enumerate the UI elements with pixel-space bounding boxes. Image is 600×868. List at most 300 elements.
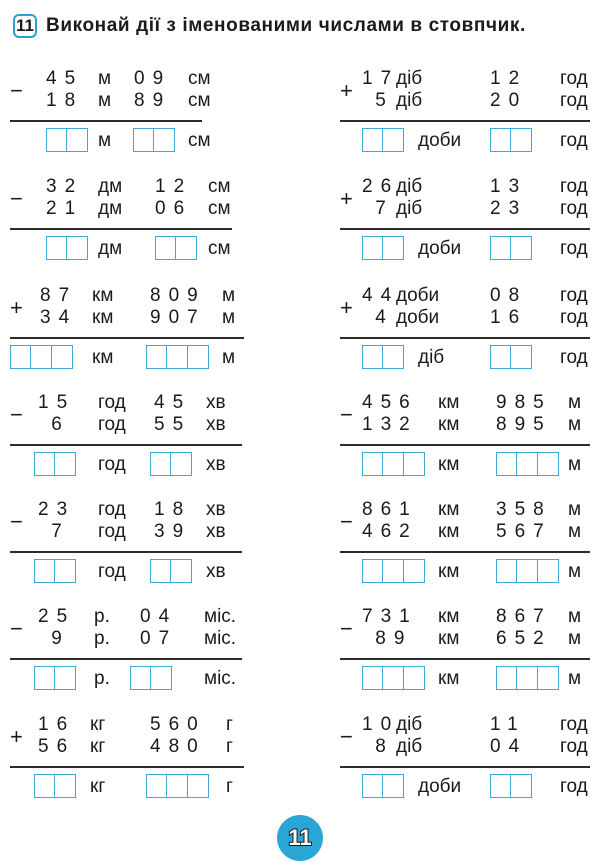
answer-digit-box[interactable] <box>46 236 68 260</box>
problem-10 <box>340 499 600 609</box>
number-value: 867 <box>496 606 552 627</box>
answer-unit-label: хв <box>206 454 226 475</box>
operator-sign: − <box>10 509 23 534</box>
answer-digit-box[interactable] <box>51 345 73 369</box>
number-value: 55 <box>154 414 192 435</box>
operand-row-1 <box>340 392 600 414</box>
number-value: 11 <box>490 714 526 735</box>
answer-boxes <box>362 666 423 690</box>
answer-unit-label: дм <box>98 238 123 259</box>
answer-boxes <box>133 128 174 152</box>
answer-unit-label: км <box>438 454 460 475</box>
answer-digit-box[interactable] <box>170 452 192 476</box>
answer-digit-box[interactable] <box>362 236 384 260</box>
number-value: 12 <box>155 176 193 197</box>
number-value: 56 <box>38 736 76 757</box>
answer-unit-label: год <box>560 347 588 368</box>
answer-digit-box[interactable] <box>54 452 76 476</box>
answer-boxes <box>34 452 75 476</box>
answer-unit-label: хв <box>206 561 226 582</box>
number-value: 456 <box>362 392 418 413</box>
answer-digit-box[interactable] <box>496 452 518 476</box>
answer-digit-box[interactable] <box>403 666 425 690</box>
result-line <box>340 120 590 122</box>
unit-label: м <box>568 499 582 520</box>
unit-label: см <box>188 90 211 111</box>
number-value: 23 <box>38 499 76 520</box>
answer-digit-box[interactable] <box>362 666 384 690</box>
operand-row-1 <box>340 176 600 198</box>
number-value: 32 <box>46 176 84 197</box>
operator-sign: + <box>10 295 23 320</box>
answer-row <box>340 559 600 585</box>
answer-boxes <box>490 345 531 369</box>
unit-label: год <box>560 176 588 197</box>
answer-digit-box[interactable] <box>516 666 538 690</box>
operator-sign: + <box>340 78 353 103</box>
operand-row-2 <box>10 736 300 758</box>
problem-6 <box>340 285 600 395</box>
unit-label: м <box>568 414 582 435</box>
operand-row-1 <box>10 176 300 198</box>
answer-row <box>340 452 600 478</box>
unit-label: км <box>438 414 460 435</box>
answer-row <box>340 236 600 262</box>
operand-row-1 <box>340 68 600 90</box>
operator-sign: − <box>10 78 23 103</box>
operand-row-1 <box>10 392 300 414</box>
answer-unit-label: доби <box>418 776 462 797</box>
answer-unit-label: км <box>438 561 460 582</box>
answer-boxes <box>362 236 403 260</box>
operator-sign: + <box>10 724 23 749</box>
answer-row <box>340 345 600 371</box>
number-value: 34 <box>40 307 78 328</box>
result-line <box>340 228 590 230</box>
answer-digit-box[interactable] <box>490 128 512 152</box>
number-value: 462 <box>362 521 418 542</box>
number-value: 08 <box>490 285 528 306</box>
page-number: 11 <box>288 825 312 850</box>
answer-digit-box[interactable] <box>490 774 512 798</box>
operator-sign: − <box>10 402 23 427</box>
answer-digit-box[interactable] <box>150 666 172 690</box>
answer-unit-label: м <box>568 454 582 475</box>
problem-8 <box>340 392 600 502</box>
answer-row <box>10 452 300 478</box>
answer-digit-box[interactable] <box>362 345 384 369</box>
unit-label: м <box>568 606 582 627</box>
answer-digit-box[interactable] <box>510 345 532 369</box>
result-line <box>340 766 590 768</box>
answer-digit-box[interactable] <box>54 559 76 583</box>
problem-9 <box>10 499 310 609</box>
unit-label: км <box>438 499 460 520</box>
task-number-badge: 11 <box>13 14 37 38</box>
answer-unit-label: см <box>188 130 211 151</box>
number-value: 17 <box>362 68 400 89</box>
number-value: 09 <box>134 68 172 89</box>
unit-label: діб <box>396 198 423 219</box>
operand-row-2 <box>10 521 300 543</box>
answer-digit-box[interactable] <box>34 666 56 690</box>
answer-unit-label: м <box>98 130 112 151</box>
answer-digit-box[interactable] <box>362 559 384 583</box>
answer-row <box>10 559 300 585</box>
number-value: 8 <box>362 736 394 757</box>
operator-sign: − <box>10 186 23 211</box>
unit-label: діб <box>396 176 423 197</box>
number-value: 7 <box>362 198 394 219</box>
answer-boxes <box>362 774 403 798</box>
unit-label: км <box>438 606 460 627</box>
answer-digit-box[interactable] <box>187 345 209 369</box>
unit-label: год <box>560 285 588 306</box>
answer-unit-label: діб <box>418 347 445 368</box>
problem-7 <box>10 392 310 502</box>
answer-row <box>10 666 300 692</box>
task-header <box>13 12 526 40</box>
number-value: 20 <box>490 90 528 111</box>
number-value: 9 <box>38 628 70 649</box>
unit-label: діб <box>396 68 423 89</box>
unit-label: км <box>438 628 460 649</box>
answer-digit-box[interactable] <box>496 559 518 583</box>
answer-boxes <box>490 128 531 152</box>
unit-label: м <box>98 68 112 89</box>
answer-digit-box[interactable] <box>34 559 56 583</box>
number-value: 18 <box>154 499 192 520</box>
answer-row <box>340 774 600 800</box>
unit-label: см <box>208 198 231 219</box>
answer-digit-box[interactable] <box>34 452 56 476</box>
answer-digit-box[interactable] <box>490 236 512 260</box>
unit-label: км <box>92 285 114 306</box>
problem-2 <box>340 68 600 178</box>
answer-unit-label: м <box>568 668 582 689</box>
answer-digit-box[interactable] <box>510 236 532 260</box>
answer-digit-box[interactable] <box>382 345 404 369</box>
number-value: 895 <box>496 414 552 435</box>
answer-unit-label: год <box>560 238 588 259</box>
number-value: 39 <box>154 521 192 542</box>
result-line <box>10 444 242 446</box>
answer-digit-box[interactable] <box>516 452 538 476</box>
answer-unit-label: кг <box>90 776 106 797</box>
unit-label: дм <box>98 198 123 219</box>
number-value: 45 <box>46 68 84 89</box>
answer-digit-box[interactable] <box>382 452 404 476</box>
answer-digit-box[interactable] <box>133 128 155 152</box>
answer-boxes <box>496 452 557 476</box>
unit-label: м <box>568 521 582 542</box>
unit-label: хв <box>206 521 226 542</box>
number-value: 13 <box>490 176 528 197</box>
operand-row-1 <box>340 606 600 628</box>
result-line <box>10 658 242 660</box>
answer-digit-box[interactable] <box>166 345 188 369</box>
unit-label: г <box>226 736 233 757</box>
problem-11 <box>10 606 310 716</box>
answer-boxes <box>362 345 403 369</box>
answer-row <box>340 666 600 692</box>
unit-label: кг <box>90 714 106 735</box>
number-value: 652 <box>496 628 552 649</box>
answer-boxes <box>146 774 207 798</box>
answer-unit-label: доби <box>418 130 462 151</box>
result-line <box>340 658 590 660</box>
operand-row-2 <box>340 414 600 436</box>
number-value: 25 <box>38 606 76 627</box>
unit-label: хв <box>206 392 226 413</box>
unit-label: год <box>560 714 588 735</box>
problem-13 <box>10 714 310 824</box>
answer-digit-box[interactable] <box>34 774 56 798</box>
operand-row-1 <box>10 606 300 628</box>
unit-label: доби <box>396 307 440 328</box>
answer-digit-box[interactable] <box>166 774 188 798</box>
problem-14 <box>340 714 600 824</box>
answer-digit-box[interactable] <box>46 128 68 152</box>
answer-digit-box[interactable] <box>362 774 384 798</box>
answer-boxes <box>150 452 191 476</box>
answer-digit-box[interactable] <box>382 666 404 690</box>
unit-label: см <box>188 68 211 89</box>
result-line <box>340 551 590 553</box>
answer-boxes <box>46 236 87 260</box>
answer-digit-box[interactable] <box>10 345 32 369</box>
operand-row-2 <box>340 90 600 112</box>
number-value: 5 <box>362 90 394 111</box>
result-line <box>10 551 242 553</box>
number-value: 04 <box>140 606 178 627</box>
operand-row-2 <box>340 628 600 650</box>
unit-label: год <box>560 90 588 111</box>
answer-boxes <box>10 345 71 369</box>
answer-digit-box[interactable] <box>66 236 88 260</box>
result-line <box>10 120 202 122</box>
answer-unit-label: м <box>222 347 236 368</box>
answer-unit-label: см <box>208 238 231 259</box>
answer-digit-box[interactable] <box>54 774 76 798</box>
operator-sign: − <box>340 724 353 749</box>
number-value: 132 <box>362 414 418 435</box>
answer-digit-box[interactable] <box>150 452 172 476</box>
operand-row-2 <box>10 628 300 650</box>
unit-label: хв <box>206 499 226 520</box>
answer-row <box>10 774 300 800</box>
unit-label: м <box>568 628 582 649</box>
unit-label: доби <box>396 285 440 306</box>
operand-row-1 <box>10 68 300 90</box>
number-value: 18 <box>46 90 84 111</box>
page-number-badge <box>277 815 323 861</box>
answer-digit-box[interactable] <box>362 128 384 152</box>
answer-digit-box[interactable] <box>362 452 384 476</box>
answer-digit-box[interactable] <box>150 559 172 583</box>
answer-boxes <box>146 345 207 369</box>
number-value: 16 <box>490 307 528 328</box>
operand-row-1 <box>10 499 300 521</box>
answer-digit-box[interactable] <box>510 128 532 152</box>
answer-unit-label: доби <box>418 238 462 259</box>
answer-unit-label: год <box>560 130 588 151</box>
unit-label: хв <box>206 414 226 435</box>
answer-digit-box[interactable] <box>170 559 192 583</box>
answer-unit-label: год <box>98 561 126 582</box>
number-value: 89 <box>362 628 413 649</box>
operand-row-1 <box>10 285 300 307</box>
operator-sign: + <box>340 186 353 211</box>
problem-4 <box>340 176 600 286</box>
number-value: 04 <box>490 736 528 757</box>
task-title: Виконай дії з іменованими числами в стовпчик. <box>46 15 526 36</box>
answer-unit-label: км <box>92 347 114 368</box>
result-line <box>10 337 244 339</box>
problem-3 <box>10 176 310 286</box>
answer-boxes <box>34 774 75 798</box>
operator-sign: − <box>340 509 353 534</box>
operand-row-2 <box>340 198 600 220</box>
answer-digit-box[interactable] <box>382 128 404 152</box>
problem-5 <box>10 285 310 395</box>
number-value: 985 <box>496 392 552 413</box>
result-line <box>10 766 244 768</box>
unit-label: год <box>98 521 126 542</box>
unit-label: дм <box>98 176 123 197</box>
operand-row-2 <box>340 307 600 329</box>
answer-digit-box[interactable] <box>403 559 425 583</box>
operand-row-1 <box>340 499 600 521</box>
unit-label: км <box>438 392 460 413</box>
answer-boxes <box>362 559 423 583</box>
answer-digit-box[interactable] <box>516 559 538 583</box>
unit-label: р. <box>94 628 110 649</box>
result-line <box>340 337 590 339</box>
unit-label: год <box>560 198 588 219</box>
answer-digit-box[interactable] <box>537 452 559 476</box>
number-value: 21 <box>46 198 84 219</box>
answer-unit-label: год <box>98 454 126 475</box>
number-value: 7 <box>38 521 70 542</box>
unit-label: год <box>560 307 588 328</box>
unit-label: діб <box>396 736 423 757</box>
answer-unit-label: км <box>438 668 460 689</box>
answer-boxes <box>496 559 557 583</box>
answer-digit-box[interactable] <box>153 128 175 152</box>
answer-digit-box[interactable] <box>66 128 88 152</box>
answer-digit-box[interactable] <box>54 666 76 690</box>
number-value: 07 <box>140 628 178 649</box>
answer-boxes <box>46 128 87 152</box>
answer-boxes <box>490 236 531 260</box>
answer-digit-box[interactable] <box>155 236 177 260</box>
operator-sign: − <box>340 616 353 641</box>
answer-boxes <box>34 559 75 583</box>
problem-1 <box>10 68 310 178</box>
operator-sign: − <box>340 402 353 427</box>
number-value: 6 <box>38 414 70 435</box>
unit-label: год <box>560 736 588 757</box>
answer-digit-box[interactable] <box>496 666 518 690</box>
result-line <box>340 444 590 446</box>
unit-label: год <box>98 499 126 520</box>
answer-digit-box[interactable] <box>537 666 559 690</box>
answer-row <box>10 128 300 154</box>
answer-digit-box[interactable] <box>490 345 512 369</box>
result-line <box>10 228 232 230</box>
answer-digit-box[interactable] <box>146 774 168 798</box>
number-value: 4 <box>362 307 394 328</box>
problem-12 <box>340 606 600 716</box>
answer-row <box>10 345 300 371</box>
answer-digit-box[interactable] <box>382 559 404 583</box>
answer-unit-label: р. <box>94 668 110 689</box>
unit-label: міс. <box>204 628 237 649</box>
answer-digit-box[interactable] <box>403 452 425 476</box>
answer-boxes <box>362 128 403 152</box>
number-value: 12 <box>490 68 528 89</box>
unit-label: год <box>560 68 588 89</box>
operator-sign: − <box>10 616 23 641</box>
answer-unit-label: год <box>560 776 588 797</box>
answer-row <box>340 128 600 154</box>
number-value: 06 <box>155 198 193 219</box>
unit-label: кг <box>90 736 106 757</box>
unit-label: діб <box>396 714 423 735</box>
unit-label: км <box>92 307 114 328</box>
answer-row <box>10 236 300 262</box>
number-value: 731 <box>362 606 418 627</box>
answer-digit-box[interactable] <box>382 236 404 260</box>
operator-sign: + <box>340 295 353 320</box>
number-value: 907 <box>150 307 206 328</box>
answer-digit-box[interactable] <box>187 774 209 798</box>
operand-row-2 <box>10 198 300 220</box>
number-value: 358 <box>496 499 552 520</box>
operand-row-2 <box>10 90 300 112</box>
unit-label: м <box>222 307 236 328</box>
operand-row-2 <box>10 414 300 436</box>
number-value: 44 <box>362 285 400 306</box>
answer-digit-box[interactable] <box>537 559 559 583</box>
answer-unit-label: г <box>226 776 233 797</box>
number-value: 480 <box>150 736 206 757</box>
answer-boxes <box>490 774 531 798</box>
answer-digit-box[interactable] <box>130 666 152 690</box>
answer-unit-label: м <box>568 561 582 582</box>
answer-boxes <box>130 666 171 690</box>
unit-label: міс. <box>204 606 237 627</box>
operand-row-1 <box>340 285 600 307</box>
operand-row-2 <box>340 521 600 543</box>
answer-digit-box[interactable] <box>175 236 197 260</box>
answer-digit-box[interactable] <box>510 774 532 798</box>
number-value: 45 <box>154 392 192 413</box>
answer-digit-box[interactable] <box>30 345 52 369</box>
operand-row-2 <box>340 736 600 758</box>
number-value: 16 <box>38 714 76 735</box>
answer-digit-box[interactable] <box>382 774 404 798</box>
unit-label: м <box>222 285 236 306</box>
answer-boxes <box>155 236 196 260</box>
unit-label: м <box>568 392 582 413</box>
answer-boxes <box>362 452 423 476</box>
number-value: 567 <box>496 521 552 542</box>
answer-digit-box[interactable] <box>146 345 168 369</box>
unit-label: г <box>226 714 233 735</box>
unit-label: р. <box>94 606 110 627</box>
